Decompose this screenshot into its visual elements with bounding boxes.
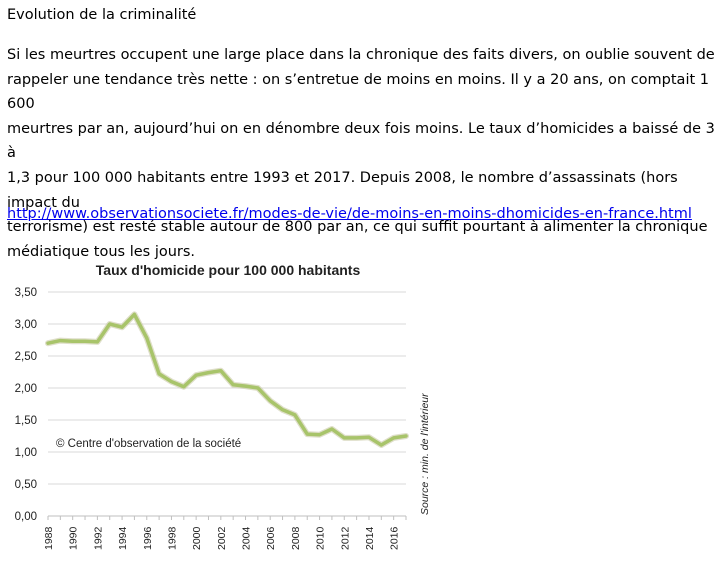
- y-tick-label: 2,00: [14, 383, 37, 395]
- y-tick-label: 0,50: [14, 479, 37, 491]
- x-tick-label: 2008: [289, 526, 302, 550]
- data-point: [59, 339, 62, 342]
- data-point: [293, 413, 296, 416]
- x-tick-label: 2002: [215, 526, 228, 550]
- x-tick-label: 2012: [339, 526, 352, 550]
- y-tick-label: 3,50: [14, 287, 37, 299]
- x-tick-label: 2004: [240, 526, 253, 550]
- data-point: [121, 326, 124, 329]
- homicide-rate-chart: [0, 255, 431, 567]
- x-tick-label: 2014: [363, 526, 376, 550]
- paragraph-line: Si les meurtres occupent une large place dans la chronique des faits divers, on oublie souvent de: [7, 47, 715, 63]
- data-point: [318, 433, 321, 436]
- data-point: [232, 383, 235, 386]
- data-point: [47, 342, 50, 345]
- data-point: [158, 373, 161, 376]
- paragraph-line: médiatique tous les jours.: [7, 243, 196, 260]
- chart-title: Taux d'homicide pour 100 000 habitants: [95, 262, 361, 278]
- data-point: [392, 437, 395, 440]
- chart-grid: [48, 292, 406, 484]
- data-point: [108, 323, 111, 326]
- series-line: [48, 314, 406, 445]
- chart-plot-area: [47, 313, 408, 446]
- page-heading: Evolution de la criminalité: [7, 7, 197, 23]
- paragraph-line: terrorisme) est resté stable autour de 800 par an, ce qui suffit pourtant à alimenter la chronique: [7, 219, 708, 236]
- data-point: [71, 340, 74, 343]
- data-point: [331, 428, 334, 431]
- paragraph-line: meurtres par an, aujourd’hui on en dénombre deux fois moins. Le taux d’homicides a baissé de 3 à: [7, 120, 715, 162]
- data-point: [133, 313, 136, 316]
- data-point: [405, 435, 408, 438]
- data-point: [207, 371, 210, 374]
- data-point: [195, 374, 198, 377]
- x-tick-label: 2006: [265, 526, 278, 550]
- paragraph-line: 1,3 pour 100 000 habitants entre 1993 et 2017. Depuis 2008, le nombre d’assassinats (hors impact du: [7, 169, 678, 211]
- chart-copyright-annotation: © Centre d'observation de la société: [56, 438, 242, 450]
- data-point: [306, 433, 309, 436]
- data-point: [355, 437, 358, 440]
- data-point: [182, 385, 185, 388]
- data-point: [244, 385, 247, 388]
- y-tick-label: 0,00: [14, 511, 37, 523]
- data-point: [96, 341, 99, 344]
- x-tick-label: 2016: [388, 526, 401, 550]
- y-tick-label: 1,00: [14, 447, 37, 459]
- data-point: [368, 436, 371, 439]
- data-point: [343, 437, 346, 440]
- data-point: [219, 369, 222, 372]
- data-point: [145, 337, 148, 340]
- data-point: [380, 444, 383, 447]
- x-tick-label: 2010: [314, 526, 327, 550]
- chart-axes: [15, 287, 406, 550]
- y-tick-label: 3,00: [14, 319, 37, 331]
- data-point: [256, 387, 259, 390]
- x-tick-label: 1994: [117, 526, 130, 550]
- y-tick-label: 2,50: [14, 351, 37, 363]
- x-tick-label: 1990: [67, 526, 80, 550]
- y-tick-label: 1,50: [14, 415, 37, 427]
- data-point: [269, 399, 272, 402]
- intro-paragraph: [7, 43, 719, 264]
- x-tick-label: 1992: [92, 526, 105, 550]
- paragraph-line: rappeler une tendance très nette : on s’entretue de moins en moins. Il y a 20 ans, on comptait 1 600: [7, 71, 709, 113]
- x-tick-label: 1996: [141, 526, 154, 550]
- data-point: [170, 380, 173, 383]
- source-link[interactable]: http://www.observationsociete.fr/modes-de-vie/de-moins-en-moins-dhomicides-en-france.html: [7, 206, 692, 222]
- x-tick-label: 1998: [166, 526, 179, 550]
- chart-source-label: Source : min. de l'intérieur: [419, 393, 431, 515]
- x-tick-label: 2000: [191, 526, 204, 550]
- data-point: [281, 408, 284, 411]
- data-point: [84, 340, 87, 343]
- x-tick-label: 1988: [43, 526, 55, 550]
